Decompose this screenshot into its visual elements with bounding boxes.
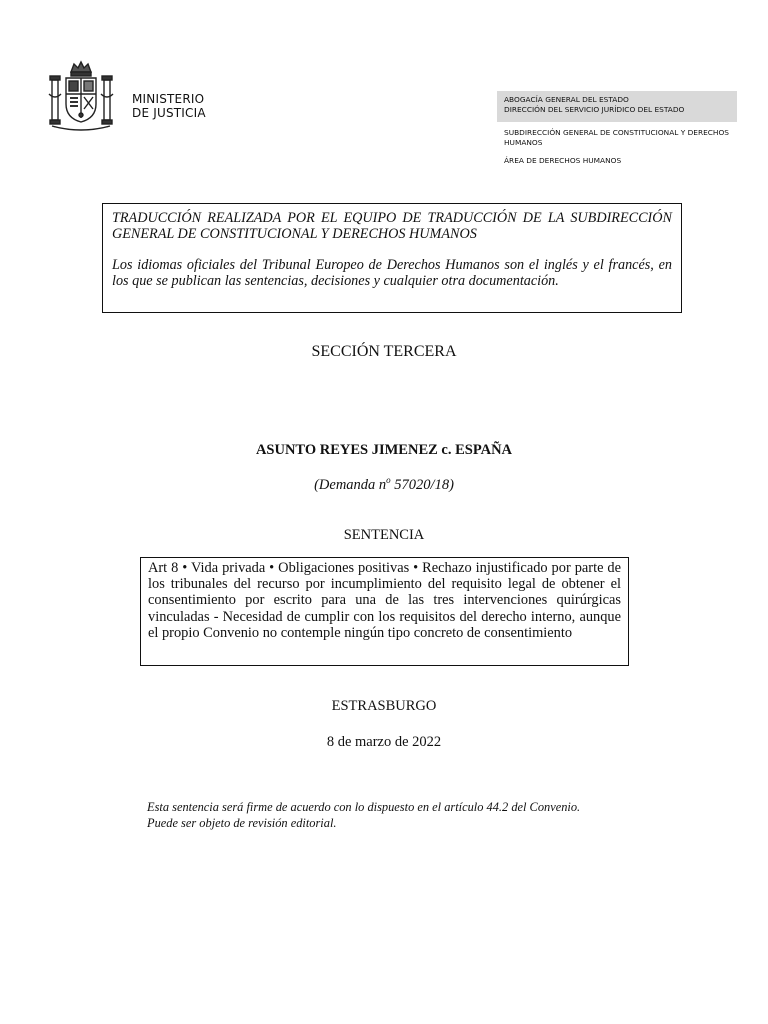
- agency-header: [497, 91, 737, 122]
- application-number: [0, 475, 768, 494]
- application-value: 57020/18): [390, 476, 454, 493]
- area-name: ÁREA DE DERECHOS HUMANOS: [504, 156, 622, 165]
- agency-subdivision: [497, 122, 737, 166]
- document-type: SENTENCIA: [343, 527, 425, 543]
- case-title: ASUNTO REYES JIMENEZ c. ESPAÑA: [255, 442, 513, 458]
- translation-heading: TRADUCCIÓN REALIZADA POR EL EQUIPO DE TRADUCCIÓN DE LA SUBDIRECCIÓN GENERAL DE CONSTITUCIONAL Y DERECHOS HUMANOS: [112, 210, 672, 242]
- application-sup: o: [386, 475, 391, 485]
- ministry-name: [132, 92, 206, 120]
- agency-block: [497, 91, 737, 174]
- translation-notice: [102, 203, 682, 313]
- spain-coat-of-arms-icon: [44, 60, 118, 134]
- sub-directorate: SUBDIRECCIÓN GENERAL DE CONSTITUCIONAL Y DERECHOS HUMANOS: [504, 128, 729, 147]
- ministry-line-1: MINISTERIO: [132, 92, 205, 106]
- section-title: SECCIÓN TERCERA: [311, 343, 457, 360]
- translation-body: Los idiomas oficiales del Tribunal Europeo de Derechos Humanos son el inglés y el francés, en los que se publican las sentencias, decisiones y cualquier otra documentación.: [112, 257, 672, 289]
- place: ESTRASBURGO: [331, 698, 437, 714]
- keywords-box: Art 8 • Vida privada • Obligaciones positivas • Rechazo injustificado por parte de los tribunales del recurso por incumplimiento del requisito legal de obtener el consentimiento por escrito para una de las tres intervenciones quirúrgicas vinculadas - Necesidad de cumplir con los requisitos del derecho interno, aunque el propio Convenio no contemple ningún tipo concreto de consentimiento: [140, 557, 629, 666]
- ministry-line-2: DE JUSTICIA: [132, 106, 206, 120]
- agency-line-2: DIRECCIÓN DEL SERVICIO JURÍDICO DEL ESTADO: [504, 105, 685, 114]
- application-prefix: (Demanda n: [314, 476, 387, 493]
- agency-line-1: ABOGACÍA GENERAL DEL ESTADO: [504, 95, 629, 104]
- judgment-date: 8 de marzo de 2022: [326, 734, 442, 750]
- final-note: Esta sentencia será firme de acuerdo con lo dispuesto en el artículo 44.2 del Convenio. Puede ser objeto de revisión editorial.: [147, 800, 581, 830]
